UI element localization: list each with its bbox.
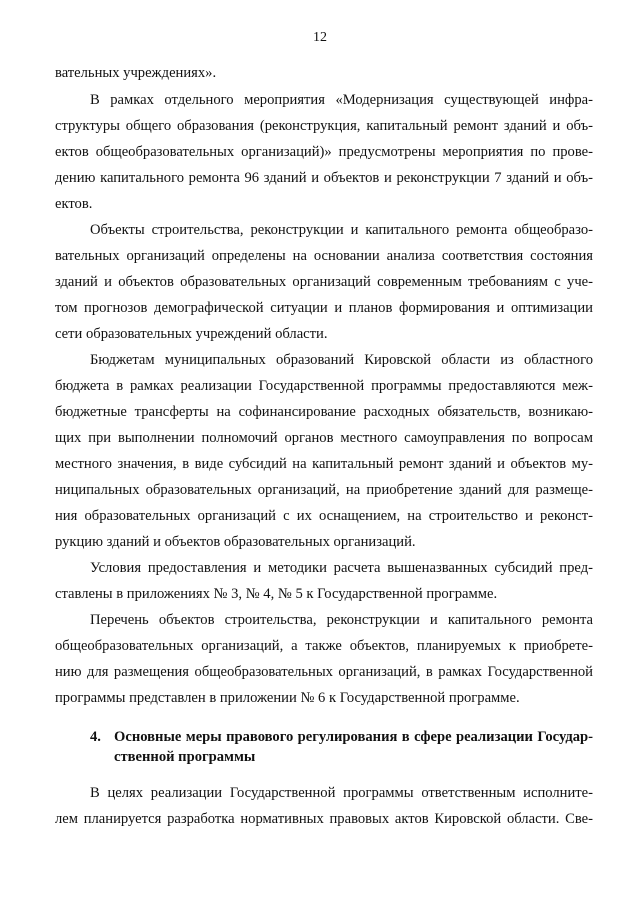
text-line: бюджетные трансферты на софинансирование расходных обязательств, возникаю- bbox=[55, 404, 593, 420]
page-number: 12 bbox=[313, 30, 327, 45]
text-line: рукцию зданий и объектов образовательных организаций. bbox=[55, 534, 416, 550]
text-line: сети образовательных учреждений области. bbox=[55, 326, 328, 342]
text-line: Объекты строительства, реконструкции и капитального ремонта общеобразо- bbox=[90, 222, 593, 238]
text-line: щих при выполнении полномочий органов местного самоуправления по вопросам bbox=[55, 430, 593, 446]
text-line: ния образовательных организаций с их оснащением, на строительство и реконст- bbox=[55, 508, 593, 524]
text-line: Бюджетам муниципальных образований Кировской области из областного bbox=[90, 352, 593, 368]
section-heading: Основные меры правового регулирования в сфере реализации Государ- bbox=[114, 729, 593, 745]
text-line: зданий и объектов образовательных организаций современным требованиям с уче- bbox=[55, 274, 593, 290]
text-line: ставлены в приложениях № 3, № 4, № 5 к Государственной программе. bbox=[55, 586, 498, 602]
text-line: лем планируется разработка нормативных правовых актов Кировской области. Све- bbox=[55, 811, 593, 827]
text-line: ектов общеобразовательных организаций)» предусмотрены мероприятия по прове- bbox=[55, 144, 593, 160]
text-line: Перечень объектов строительства, реконструкции и капитального ремонта bbox=[90, 612, 593, 628]
text-line: том прогнозов демографической ситуации и планов формирования и оптимизации bbox=[55, 300, 593, 316]
text-line: вательных организаций определены на основании анализа соответствия состояния bbox=[55, 248, 593, 264]
text-line: нию для размещения общеобразовательных организаций, в рамках Государственной bbox=[55, 664, 593, 680]
text-line: вательных учреждениях». bbox=[55, 65, 217, 81]
text-line: В целях реализации Государственной программы ответственным исполните- bbox=[90, 785, 593, 801]
section-number: 4. bbox=[90, 729, 101, 745]
text-line: ектов. bbox=[55, 196, 93, 212]
text-line: структуры общего образования (реконструкция, капитальный ремонт зданий и объ- bbox=[55, 118, 593, 134]
text-line: бюджета в рамках реализации Государственной программы предоставляются меж- bbox=[55, 378, 593, 394]
text-line: В рамках отдельного мероприятия «Модернизация существующей инфра- bbox=[90, 92, 593, 108]
text-line: программы представлен в приложении № 6 к Государственной программе. bbox=[55, 690, 520, 706]
text-line: ниципальных образовательных организаций, на приобретение зданий для размеще- bbox=[55, 482, 593, 498]
text-line: дению капитального ремонта 96 зданий и объектов и реконструкции 7 зданий и объ- bbox=[55, 170, 593, 186]
text-line: Условия предоставления и методики расчета вышеназванных субсидий пред- bbox=[90, 560, 593, 576]
text-line: местного значения, в виде субсидий на капитальный ремонт зданий и объектов му- bbox=[55, 456, 593, 472]
section-heading: ственной программы bbox=[114, 749, 256, 765]
text-line: общеобразовательных организаций, а также объектов, планируемых к приобрете- bbox=[55, 638, 593, 654]
